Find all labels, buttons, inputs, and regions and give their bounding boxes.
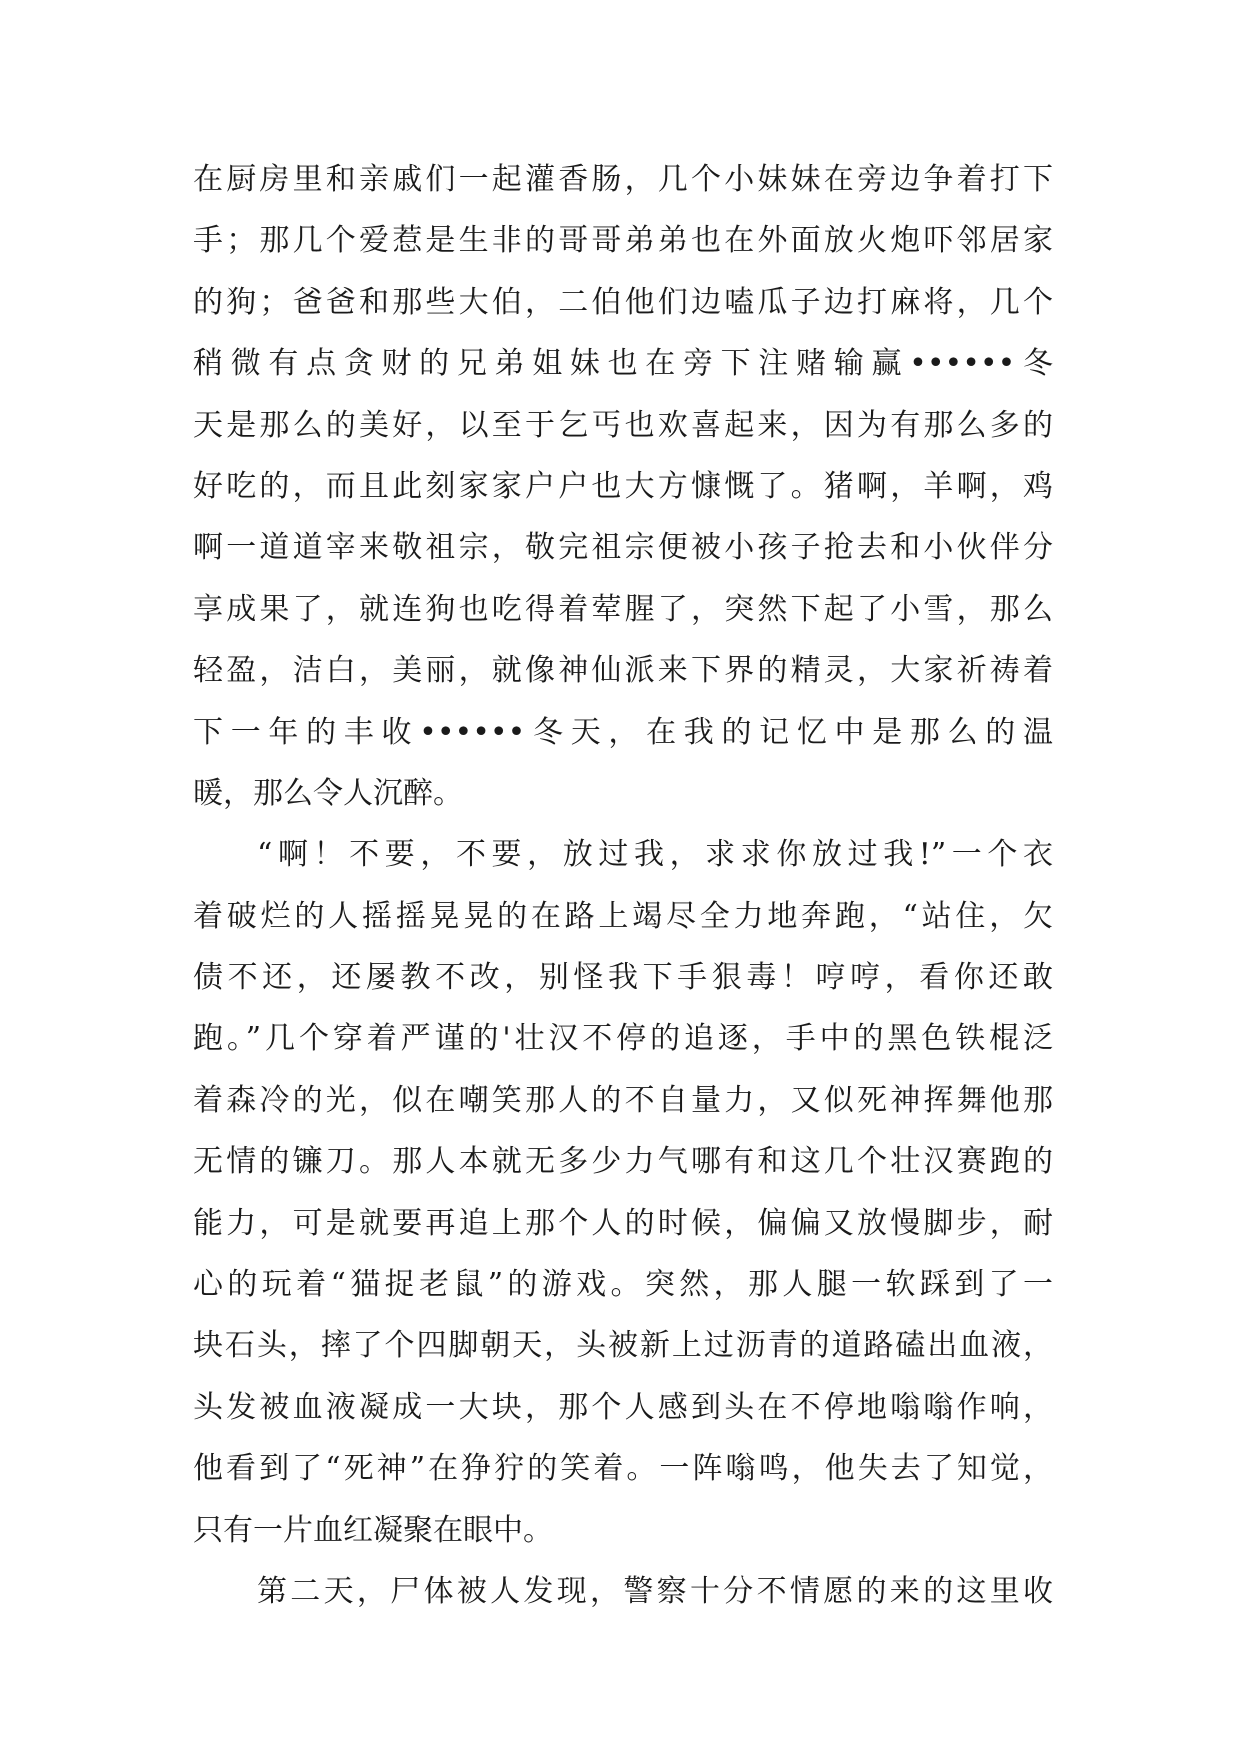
text-line: 啊一道道宰来敬祖宗，敬完祖宗便被小孩子抢去和小伙伴分	[193, 530, 1053, 566]
body-text	[193, 160, 1053, 1633]
text-line: 在厨房里和亲戚们一起灌香肠，几个小妹妹在旁边争着打下	[193, 162, 1053, 197]
text-line: 手；那几个爱惹是生非的哥哥弟弟也在外面放火炮吓邻居家	[193, 223, 1053, 259]
text-line: 无情的镰刀。那人本就无多少力气哪有和这几个壮汉赛跑的	[193, 1144, 1053, 1180]
text-line: 轻盈，洁白，美丽，就像神仙派来下界的精灵，大家祈祷着	[193, 653, 1053, 689]
text-line: 暖，那么令人沉醉。	[193, 775, 463, 811]
text-line: 着森冷的光，似在嘲笑那人的不自量力，又似死神挥舞他那	[193, 1082, 1053, 1118]
text-line: 心的玩着“猫捉老鼠”的游戏。突然，那人腿一软踩到了一	[193, 1267, 1053, 1303]
text-line: 下一年的丰收••••••冬天，在我的记忆中是那么的温	[193, 714, 1053, 750]
text-line: 他看到了“死神”在狰狞的笑着。一阵嗡鸣，他失去了知觉，	[193, 1451, 1053, 1487]
text-line: 稍微有点贪财的兄弟姐妹也在旁下注赌输赢••••••冬	[193, 346, 1053, 382]
text-line: 债不还，还屡教不改，别怪我下手狠毒！哼哼，看你还敢	[193, 960, 1053, 996]
text-line: 能力，可是就要再追上那个人的时候，偏偏又放慢脚步，耐	[193, 1205, 1053, 1241]
paragraph-start-line: 第二天，尸体被人发现，警察十分不情愿的来的这里收	[257, 1573, 1053, 1609]
text-line: 头发被血液凝成一大块，那个人感到头在不停地嗡嗡作响，	[193, 1389, 1053, 1425]
text-line: 着破烂的人摇摇晃晃的在路上竭尽全力地奔跑，“站住，欠	[193, 898, 1053, 934]
paragraph-start-line: “啊！不要，不要，放过我，求求你放过我!”一个衣	[257, 837, 1053, 873]
text-line: 好吃的，而且此刻家家户户也大方慷慨了。猪啊，羊啊，鸡	[193, 468, 1053, 504]
text-line: 只有一片血红凝聚在眼中。	[193, 1512, 553, 1548]
text-line: 块石头，摔了个四脚朝天，头被新上过沥青的道路磕出血液，	[193, 1328, 1053, 1364]
text-line: 跑。”几个穿着严谨的'壮汉不停的追逐，手中的黑色铁棍泛	[193, 1021, 1053, 1057]
text-line: 天是那么的美好，以至于乞丐也欢喜起来，因为有那么多的	[193, 407, 1053, 443]
text-line: 享成果了，就连狗也吃得着荤腥了，突然下起了小雪，那么	[193, 591, 1053, 627]
text-line: 的狗；爸爸和那些大伯，二伯他们边嗑瓜子边打麻将，几个	[193, 284, 1053, 320]
